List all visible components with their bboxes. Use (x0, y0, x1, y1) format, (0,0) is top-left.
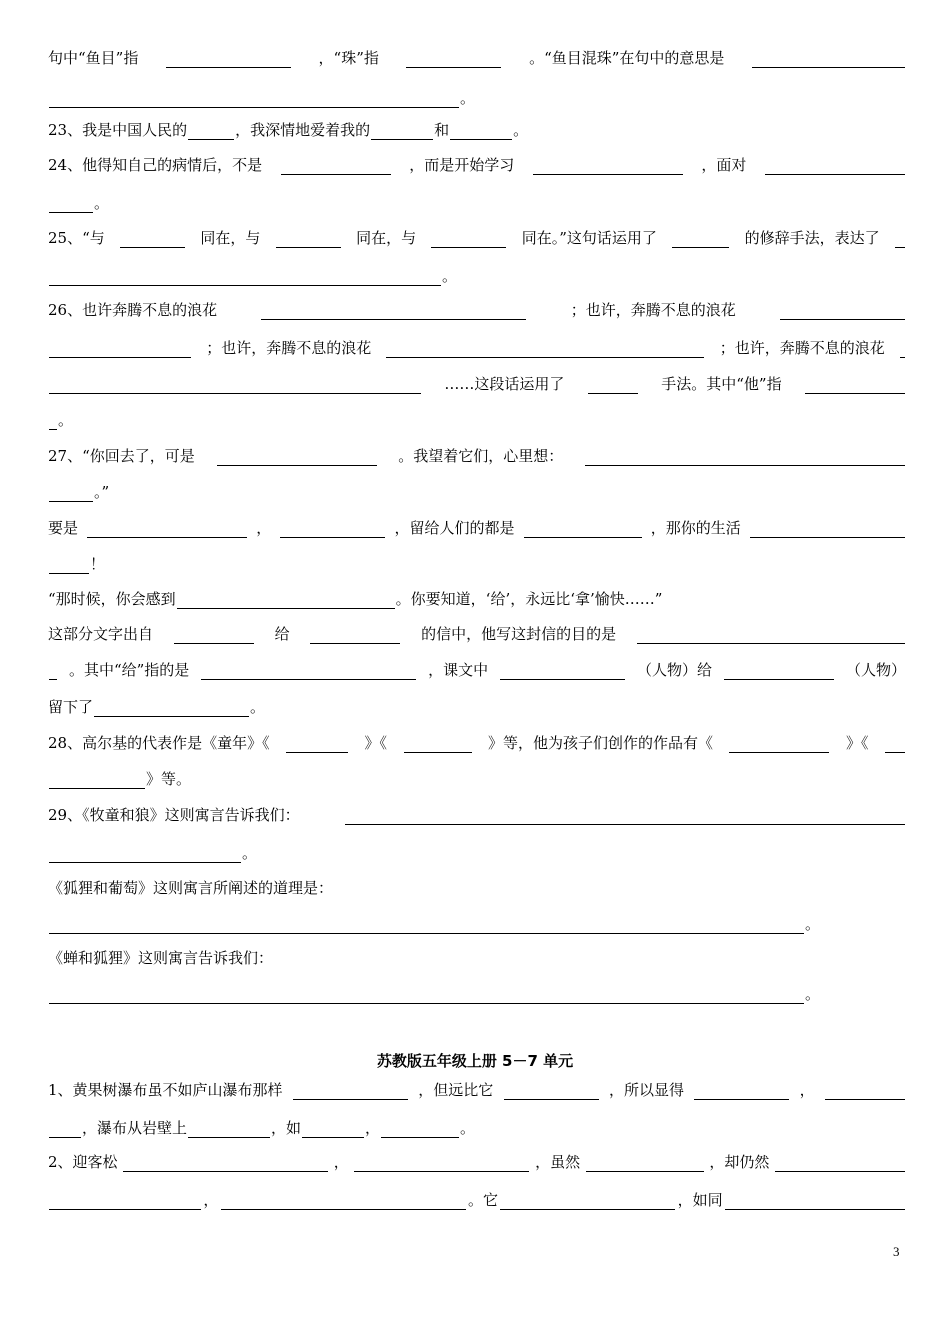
line-text: 。 (513, 121, 529, 139)
line-text: 》《 (845, 734, 869, 752)
line-text: 。 (460, 89, 476, 107)
line-text: ， (256, 519, 272, 537)
line-text: 》等，他为孩子们创作的作品有《 (487, 734, 713, 752)
fill-in-blank[interactable] (94, 699, 249, 717)
worksheet-line (48, 942, 906, 968)
fill-in-blank[interactable] (354, 1154, 529, 1172)
worksheet-line (48, 149, 906, 175)
line-text: ，课文中 (428, 661, 489, 679)
fill-in-blank[interactable] (174, 626, 254, 644)
line-text: 这部分文字出自 (48, 625, 154, 643)
line-text: 29、《牧童和狼》这则寓言告诉我们： (48, 806, 300, 824)
worksheet-line (48, 1146, 906, 1172)
line-text: 。 (58, 411, 74, 429)
line-text: 同在，与 (200, 229, 261, 247)
line-text: ，“珠”指 (318, 49, 379, 67)
worksheet-line (48, 42, 906, 68)
line-text: （人物） (845, 661, 906, 679)
fill-in-blank[interactable] (49, 340, 191, 358)
line-text: 26、也许奔腾不息的浪花 (48, 301, 218, 319)
worksheet-line (48, 512, 906, 538)
fill-in-blank[interactable] (49, 556, 89, 574)
worksheet-line (48, 82, 906, 108)
line-text: ，但远比它 (418, 1081, 494, 1099)
line-text: ；也许，奔腾不息的浪花 (719, 339, 885, 357)
fill-in-blank[interactable] (201, 662, 416, 680)
line-text: ，却仍然 (709, 1153, 770, 1171)
fill-in-blank[interactable] (637, 626, 905, 644)
line-text: 。 (442, 267, 458, 285)
fill-in-blank[interactable] (805, 376, 905, 394)
line-text: 的修辞手法，表达了 (744, 229, 880, 247)
fill-in-blank[interactable] (261, 302, 526, 320)
line-text: 1、黄果树瀑布虽不如庐山瀑布那样 (48, 1081, 283, 1099)
fill-in-blank[interactable] (49, 986, 804, 1004)
fill-in-blank[interactable] (49, 662, 57, 680)
fill-in-blank[interactable] (49, 1120, 81, 1138)
fill-in-blank[interactable] (765, 157, 905, 175)
fill-in-blank[interactable] (166, 50, 291, 68)
worksheet-line (48, 187, 906, 213)
worksheet-line (48, 114, 906, 140)
line-text: ，我深情地爱着我的 (235, 121, 371, 139)
worksheet-line (48, 440, 906, 466)
line-text: 。 (805, 915, 821, 933)
fill-in-blank[interactable] (750, 520, 905, 538)
line-text: ， (203, 1191, 219, 1209)
fill-in-blank[interactable] (281, 157, 391, 175)
fill-in-blank[interactable] (87, 520, 247, 538)
page-number: 3 (893, 1244, 900, 1259)
line-text: 。它 (467, 1191, 498, 1209)
line-text: ，如同 (677, 1191, 723, 1209)
worksheet-line (48, 222, 906, 248)
worksheet-line (48, 260, 906, 286)
fill-in-blank[interactable] (49, 484, 93, 502)
line-text: “那时候，你会感到 (48, 590, 176, 608)
fill-in-blank[interactable] (302, 1120, 364, 1138)
fill-in-blank[interactable] (49, 412, 57, 430)
line-text: ……这段话运用了 (444, 375, 565, 393)
line-text: 2、迎客松 (48, 1153, 118, 1171)
worksheet-line (48, 654, 906, 680)
line-text: 28、高尔基的代表作是《童年》《 (48, 734, 270, 752)
fill-in-blank[interactable] (49, 845, 241, 863)
worksheet-line (48, 978, 906, 1004)
fill-in-blank[interactable] (780, 302, 905, 320)
worksheet-line (48, 1112, 906, 1138)
fill-in-blank[interactable] (49, 771, 145, 789)
line-text: ；也许，奔腾不息的浪花 (206, 339, 372, 357)
line-text: 同在。”这句话运用了 (521, 229, 657, 247)
fill-in-blank[interactable] (885, 735, 905, 753)
line-text: 。你要知道，‘给’，永远比‘拿’愉快……” (395, 590, 663, 608)
fill-in-blank[interactable] (293, 1082, 408, 1100)
worksheet-line (48, 404, 906, 430)
fill-in-blank[interactable] (381, 1120, 459, 1138)
fill-in-blank[interactable] (280, 520, 385, 538)
fill-in-blank[interactable] (221, 1192, 466, 1210)
worksheet-line (48, 294, 906, 320)
line-text: 和 (434, 121, 450, 139)
worksheet-line (48, 548, 906, 574)
line-text: 25、“与 (48, 229, 105, 247)
line-text: ，而是开始学习 (409, 156, 515, 174)
fill-in-blank[interactable] (177, 591, 395, 609)
line-text: （人物）给 (637, 661, 713, 679)
fill-in-blank[interactable] (500, 662, 625, 680)
worksheet-line (48, 908, 906, 934)
fill-in-blank[interactable] (345, 807, 905, 825)
fill-in-blank[interactable] (450, 122, 512, 140)
fill-in-blank[interactable] (406, 50, 501, 68)
fill-in-blank[interactable] (276, 230, 341, 248)
fill-in-blank[interactable] (286, 735, 348, 753)
fill-in-blank[interactable] (585, 448, 905, 466)
line-text: ， (365, 1119, 381, 1137)
line-text: 《狐狸和葡萄》这则寓言所阐述的道理是： (48, 879, 334, 897)
line-text: ，那你的生活 (650, 519, 741, 537)
fill-in-blank[interactable] (386, 340, 704, 358)
line-text: 句中“鱼目”指 (48, 49, 139, 67)
line-text: 。其中“给”指的是 (68, 661, 190, 679)
line-text: 。“鱼目混珠”在句中的意思是 (529, 49, 725, 67)
line-text: 。” (94, 483, 110, 501)
line-text: ，瀑布从岩壁上 (82, 1119, 188, 1137)
fill-in-blank[interactable] (672, 230, 729, 248)
fill-in-blank[interactable] (123, 1154, 328, 1172)
line-text: 23、我是中国人民的 (48, 121, 188, 139)
worksheet-line (48, 727, 906, 753)
fill-in-blank[interactable] (775, 1154, 905, 1172)
fill-in-blank[interactable] (49, 195, 93, 213)
fill-in-blank[interactable] (310, 626, 400, 644)
fill-in-blank[interactable] (725, 1192, 905, 1210)
fill-in-blank[interactable] (500, 1192, 675, 1210)
line-text: ，面对 (701, 156, 747, 174)
line-text: ，虽然 (535, 1153, 581, 1171)
fill-in-blank[interactable] (49, 268, 441, 286)
line-text: ！ (90, 555, 106, 573)
worksheet-line (48, 691, 906, 717)
worksheet-line (48, 799, 906, 825)
line-text: 。 (94, 194, 110, 212)
line-text: 24、他得知自己的病情后，不是 (48, 156, 263, 174)
fill-in-blank[interactable] (49, 376, 421, 394)
worksheet-line (48, 583, 906, 609)
fill-in-blank[interactable] (588, 376, 638, 394)
line-text: 留下了 (48, 698, 94, 716)
fill-in-blank[interactable] (694, 1082, 789, 1100)
section-heading: 苏教版五年级上册 5－7 单元 (376, 1052, 574, 1070)
fill-in-blank[interactable] (49, 1192, 201, 1210)
line-text: ，如 (271, 1119, 302, 1137)
line-text: ；也许，奔腾不息的浪花 (570, 301, 736, 319)
fill-in-blank[interactable] (371, 122, 433, 140)
line-text: 》等。 (146, 770, 192, 788)
fill-in-blank[interactable] (217, 448, 377, 466)
line-text: 要是 (48, 519, 79, 537)
fill-in-blank[interactable] (188, 1120, 270, 1138)
worksheet-line (48, 837, 906, 863)
fill-in-blank[interactable] (504, 1082, 599, 1100)
line-text: ，留给人们的都是 (394, 519, 515, 537)
worksheet-line (48, 1074, 906, 1100)
line-text: 。 (250, 698, 266, 716)
line-text: ， (799, 1081, 815, 1099)
line-text: 同在，与 (356, 229, 417, 247)
worksheet-line (48, 332, 906, 358)
line-text: 给 (274, 625, 290, 643)
worksheet-line (48, 368, 906, 394)
fill-in-blank[interactable] (900, 340, 905, 358)
line-text: 的信中，他写这封信的目的是 (421, 625, 617, 643)
fill-in-blank[interactable] (752, 50, 905, 68)
line-text: 。 (805, 985, 821, 1003)
worksheet-line (48, 618, 906, 644)
fill-in-blank[interactable] (586, 1154, 704, 1172)
worksheet-line (48, 476, 906, 502)
fill-in-blank[interactable] (49, 916, 804, 934)
line-text: 27、“你回去了，可是 (48, 447, 195, 465)
fill-in-blank[interactable] (120, 230, 185, 248)
fill-in-blank[interactable] (533, 157, 683, 175)
line-text: 《蝉和狐狸》这则寓言告诉我们： (48, 949, 274, 967)
fill-in-blank[interactable] (49, 90, 459, 108)
worksheet-line (48, 1184, 906, 1210)
line-text: 。我望着它们，心里想： (398, 447, 564, 465)
worksheet-line (48, 872, 906, 898)
fill-in-blank[interactable] (431, 230, 506, 248)
fill-in-blank[interactable] (188, 122, 234, 140)
fill-in-blank[interactable] (729, 735, 829, 753)
line-text: 手法。其中“他”指 (661, 375, 782, 393)
worksheet-line (48, 763, 906, 789)
fill-in-blank[interactable] (724, 662, 834, 680)
line-text: 》《 (364, 734, 388, 752)
line-text: 。 (242, 844, 258, 862)
fill-in-blank[interactable] (404, 735, 472, 753)
fill-in-blank[interactable] (825, 1082, 905, 1100)
line-text: ， (333, 1153, 349, 1171)
line-text: ，所以显得 (608, 1081, 684, 1099)
fill-in-blank[interactable] (895, 230, 905, 248)
line-text: 。 (460, 1119, 476, 1137)
fill-in-blank[interactable] (524, 520, 642, 538)
